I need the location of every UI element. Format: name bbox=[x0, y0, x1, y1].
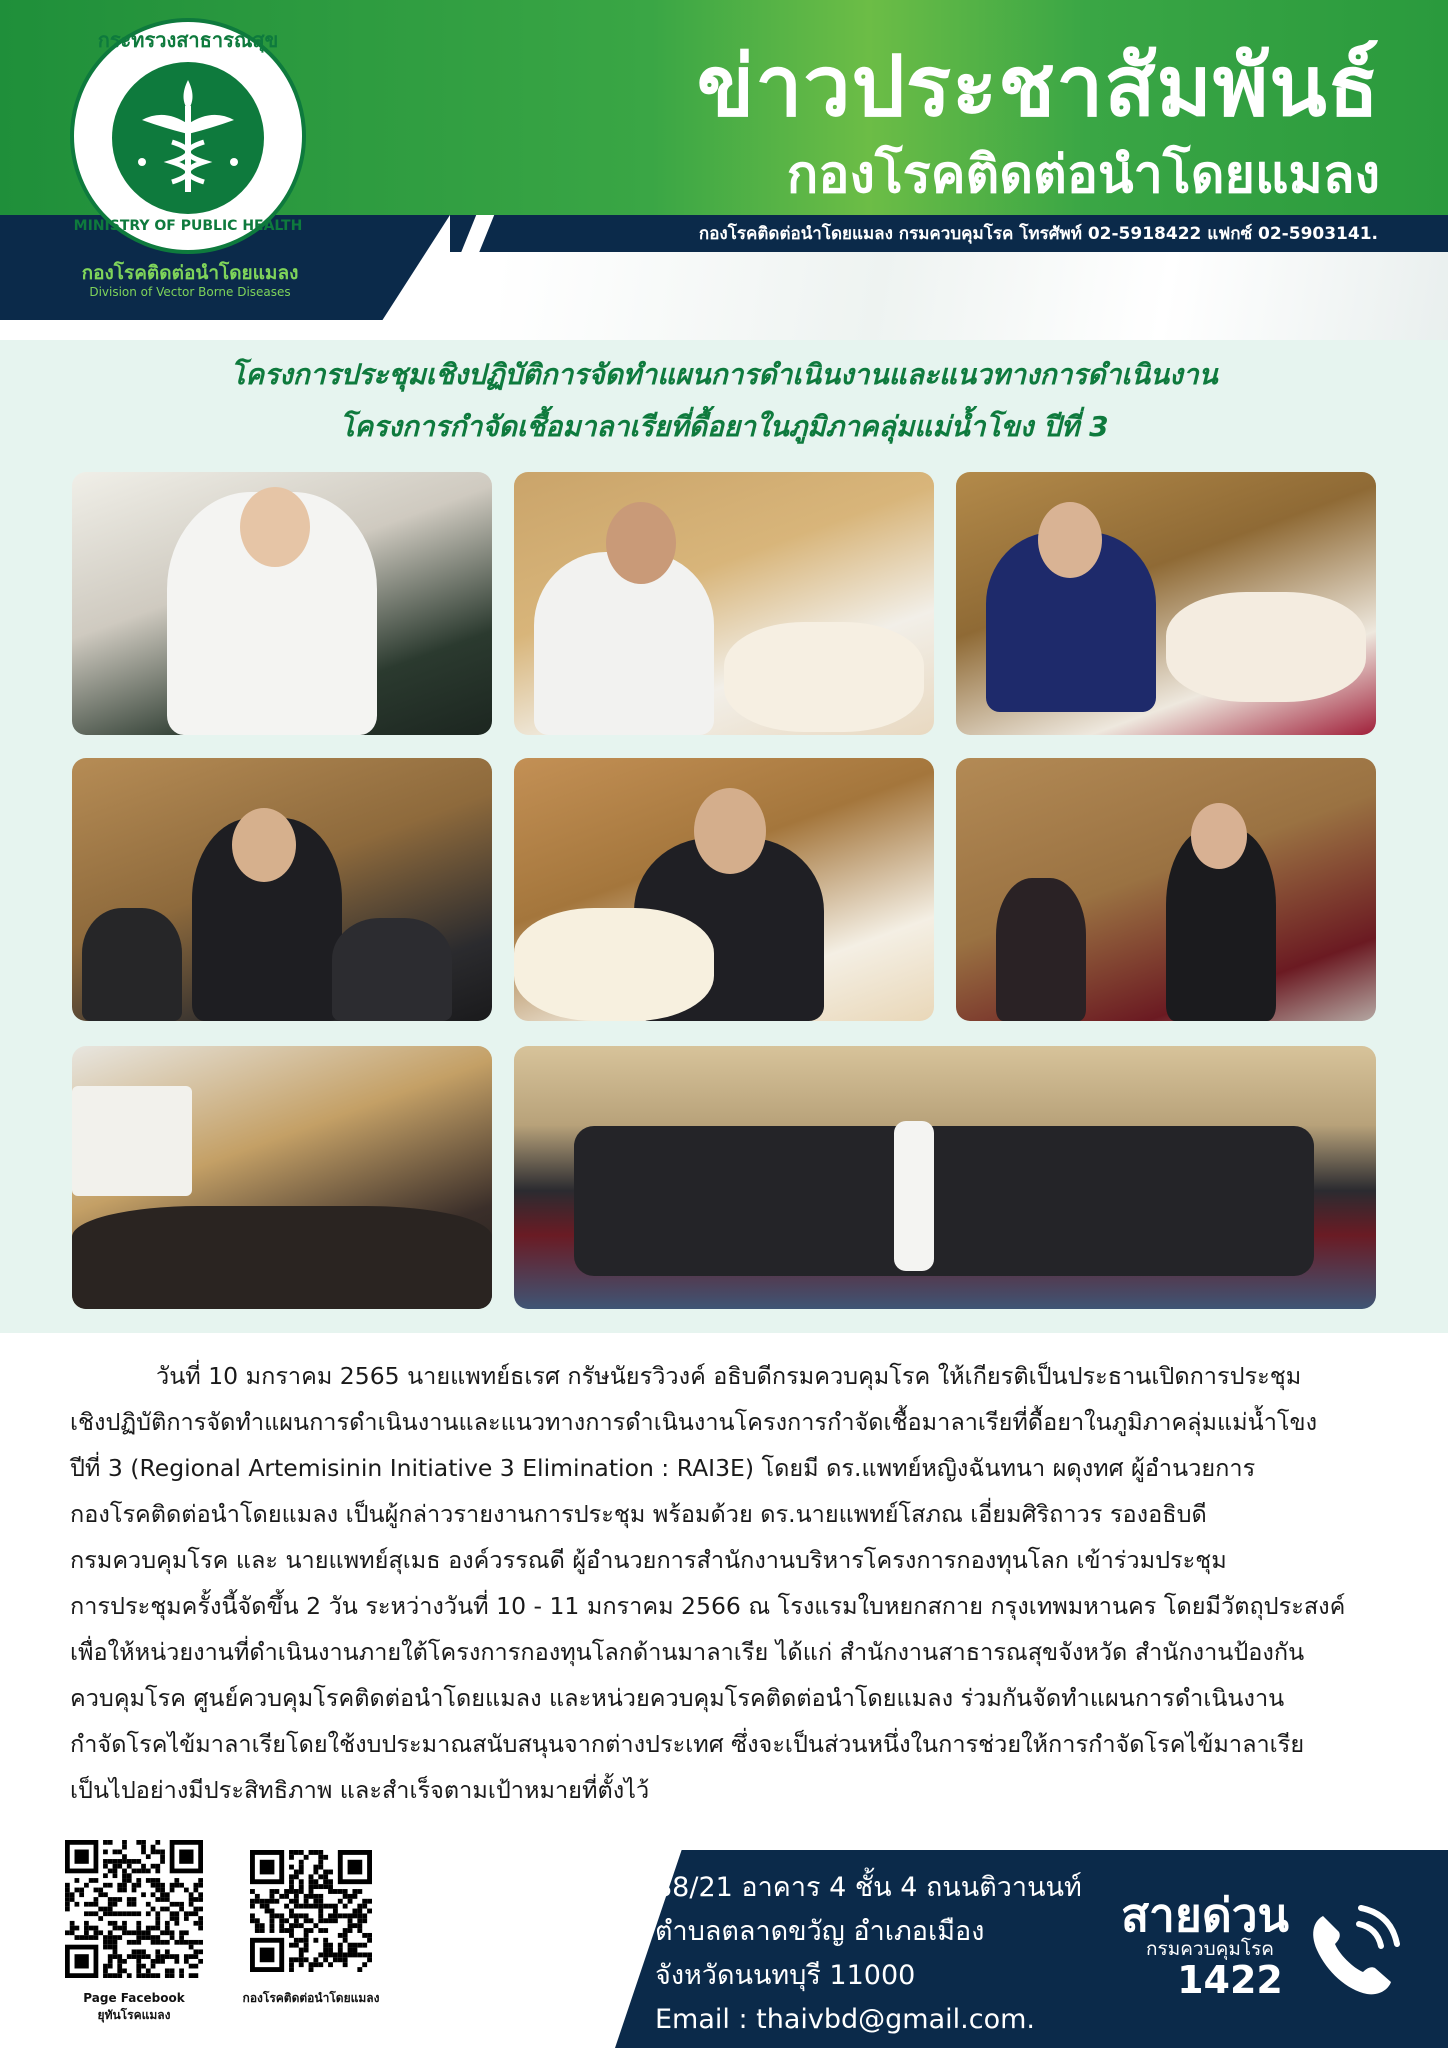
body-line: กรมควบคุมโรค และ นายแพทย์สุเมธ องค์วรรณดี ผู้อำนวยการสำนักงานบริหารโครงการกองทุนโลก เข้าร่วมประชุม bbox=[70, 1546, 1227, 1574]
body-line: เชิงปฏิบัติการจัดทำแผนการดำเนินงานและแนวทางการดำเนินงานโครงการกำจัดเชื้อมาลาเรียที่ดื้อยาในภูมิภาคลุ่มแม่น้ำโขง bbox=[70, 1408, 1318, 1436]
body-line: ปีที่ 3 (Regional Artemisinin Initiative 3 Elimination : RAI3E) โดยมี ดร.แพทย์หญิงฉันทนา ผดุงทศ ผู้อำนวยการ bbox=[70, 1454, 1256, 1482]
body-line: กำจัดโรคไข้มาลาเรียโดยใช้งบประมาณสนับสนุนจากต่างประเทศ ซึ่งจะเป็นส่วนหนึ่งในการช่วยให้การกำจัดโรคไข้มาลาเรีย bbox=[70, 1730, 1305, 1758]
hotline-dept: กรมควบคุมโรค bbox=[1145, 1938, 1275, 1960]
news-body bbox=[70, 1353, 1380, 1813]
body-line: ควบคุมโรค ศูนย์ควบคุมโรคติดต่อนำโดยแมลง และหน่วยควบคุมโรคติดต่อนำโดยแมลง ร่วมกันจัดทำแผนการดำเนินงาน bbox=[70, 1684, 1285, 1712]
qr-facebook-caption bbox=[55, 1990, 213, 2024]
email-address[interactable]: Email : thaivbd@gmail.com. bbox=[655, 2004, 1035, 2035]
address-line-2: ตำบลตลาดขวัญ อำเภอเมือง bbox=[655, 1916, 985, 1947]
photo-speaker-1 bbox=[72, 472, 492, 735]
address-line-1: 88/21 อาคาร 4 ชั้น 4 ถนนติวานนท์ bbox=[655, 1872, 1082, 1903]
project-title-line2: โครงการกำจัดเชื้อมาลาเรียที่ดื้อยาในภูมิภาคลุ่มแม่น้ำโขง ปีที่ 3 bbox=[339, 410, 1109, 443]
body-line: วันที่ 10 มกราคม 2565 นายแพทย์ธเรศ กรัษนัยรวิวงค์ อธิบดีกรมควบคุมโรค ให้เกียรติเป็นประธานเปิดการประชุม bbox=[156, 1362, 1302, 1390]
project-title-line1: โครงการประชุมเชิงปฏิบัติการจัดทำแผนการดำเนินงานและแนวทางการดำเนินงาน bbox=[230, 358, 1218, 391]
photo-speaker-3 bbox=[956, 472, 1376, 735]
qr-facebook-caption-line1: Page Facebook bbox=[83, 1991, 185, 2005]
hotline-label: สายด่วน bbox=[1120, 1888, 1289, 1942]
photo-speaker-4 bbox=[514, 758, 934, 1021]
qr-code-icon[interactable] bbox=[250, 1850, 372, 1972]
photo-speaker-5 bbox=[956, 758, 1376, 1021]
photo-audience-2 bbox=[72, 1046, 492, 1309]
hotline-number[interactable]: 1422 bbox=[1177, 1958, 1283, 2002]
dept-name-thai: กองโรคติดต่อนำโดยแมลง bbox=[81, 262, 299, 284]
qr-code-icon[interactable] bbox=[65, 1840, 203, 1978]
logo-ring-text-top: กระทรวงสาธารณสุข bbox=[97, 28, 279, 52]
photo-speaker-2 bbox=[514, 472, 934, 735]
body-line: กองโรคติดต่อนำโดยแมลง เป็นผู้กล่าวรายงานการประชุม พร้อมด้วย ดร.นายแพทย์โสภณ เอี่ยมศิริถาวร รองอธิบดี bbox=[70, 1500, 1207, 1528]
moph-logo-emblem bbox=[112, 62, 264, 214]
qr-facebook-caption-line2: ยุทันโรคแมลง bbox=[97, 2008, 171, 2022]
photo-audience-1 bbox=[72, 758, 492, 1021]
logo-ring-text-bottom: MINISTRY OF PUBLIC HEALTH bbox=[73, 218, 303, 234]
body-line: การประชุมครั้งนี้จัดขึ้น 2 วัน ระหว่างวันที่ 10 - 11 มกราคม 2566 ณ โรงแรมใบหยกสกาย กรุงเทพมหานคร โดยมีวัตถุประสงค์ bbox=[70, 1592, 1346, 1620]
address-line-3: จังหวัดนนทบุรี 11000 bbox=[655, 1960, 916, 1991]
body-line: เป็นไปอย่างมีประสิทธิภาพ และสำเร็จตามเป้าหมายที่ตั้งไว้ bbox=[70, 1776, 650, 1804]
body-line: เพื่อให้หน่วยงานที่ดำเนินงานภายใต้โครงการกองทุนโลกด้านมาลาเรีย ได้แก่ สำนักงานสาธารณสุขจังหวัด สำนักงานป้องกัน bbox=[70, 1638, 1305, 1666]
phone-icon bbox=[1295, 1898, 1405, 2008]
dept-name-english: Division of Vector Borne Diseases bbox=[89, 285, 291, 299]
header-contact-line: กองโรคติดต่อนำโดยแมลง กรมควบคุมโรค โทรศัพท์ 02-5918422 แฟกซ์ 02-5903141. bbox=[698, 224, 1378, 244]
photo-group bbox=[514, 1046, 1376, 1309]
page-subtitle: กองโรคติดต่อนำโดยแมลง bbox=[786, 145, 1380, 205]
qr-website-caption: กองโรคติดต่อนำโดยแมลง bbox=[242, 1991, 380, 2005]
header-fade bbox=[500, 252, 1448, 340]
page-title: ข่าวประชาสัมพันธ์ bbox=[696, 37, 1380, 135]
